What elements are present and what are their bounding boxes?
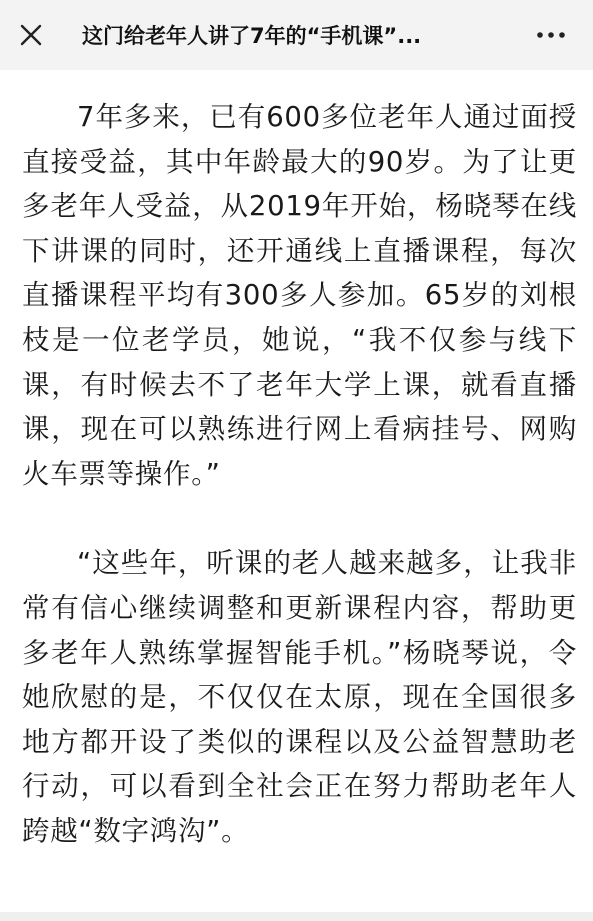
close-icon[interactable]: [14, 18, 48, 52]
top-bar: [0, 0, 593, 70]
article-body: [22, 95, 577, 854]
article-paragraph: “这些年，听课的老人越来越多，让我非常有信心继续调整和更新课程内容，帮助更多老年人熟练掌握智能手机。”杨晓琴说，令她欣慰的是，不仅仅在太原，现在全国很多地方都开设了类似的课程以及公益智慧助老行动，可以看到全社会正在努力帮助老年人跨越“数字鸿沟”。: [22, 547, 577, 847]
page-title: 这门给老年人讲了7年的“手机课”...: [82, 24, 422, 48]
article-paragraph: 7年多来，已有600多位老年人通过面授直接受益，其中年龄最大的90岁。为了让更多老年人受益，从2019年开始，杨晓琴在线下讲课的同时，还开通线上直播课程，每次直播课程平均有300多人参加。65岁的刘根枝是一位老学员，她说，“我不仅参与线下课，有时候去不了老年大学上课，就看直播课，现在可以熟练进行网上看病挂号、网购火车票等操作。”: [22, 101, 577, 490]
more-dots-icon[interactable]: [531, 18, 571, 52]
bottom-divider: [0, 912, 593, 921]
